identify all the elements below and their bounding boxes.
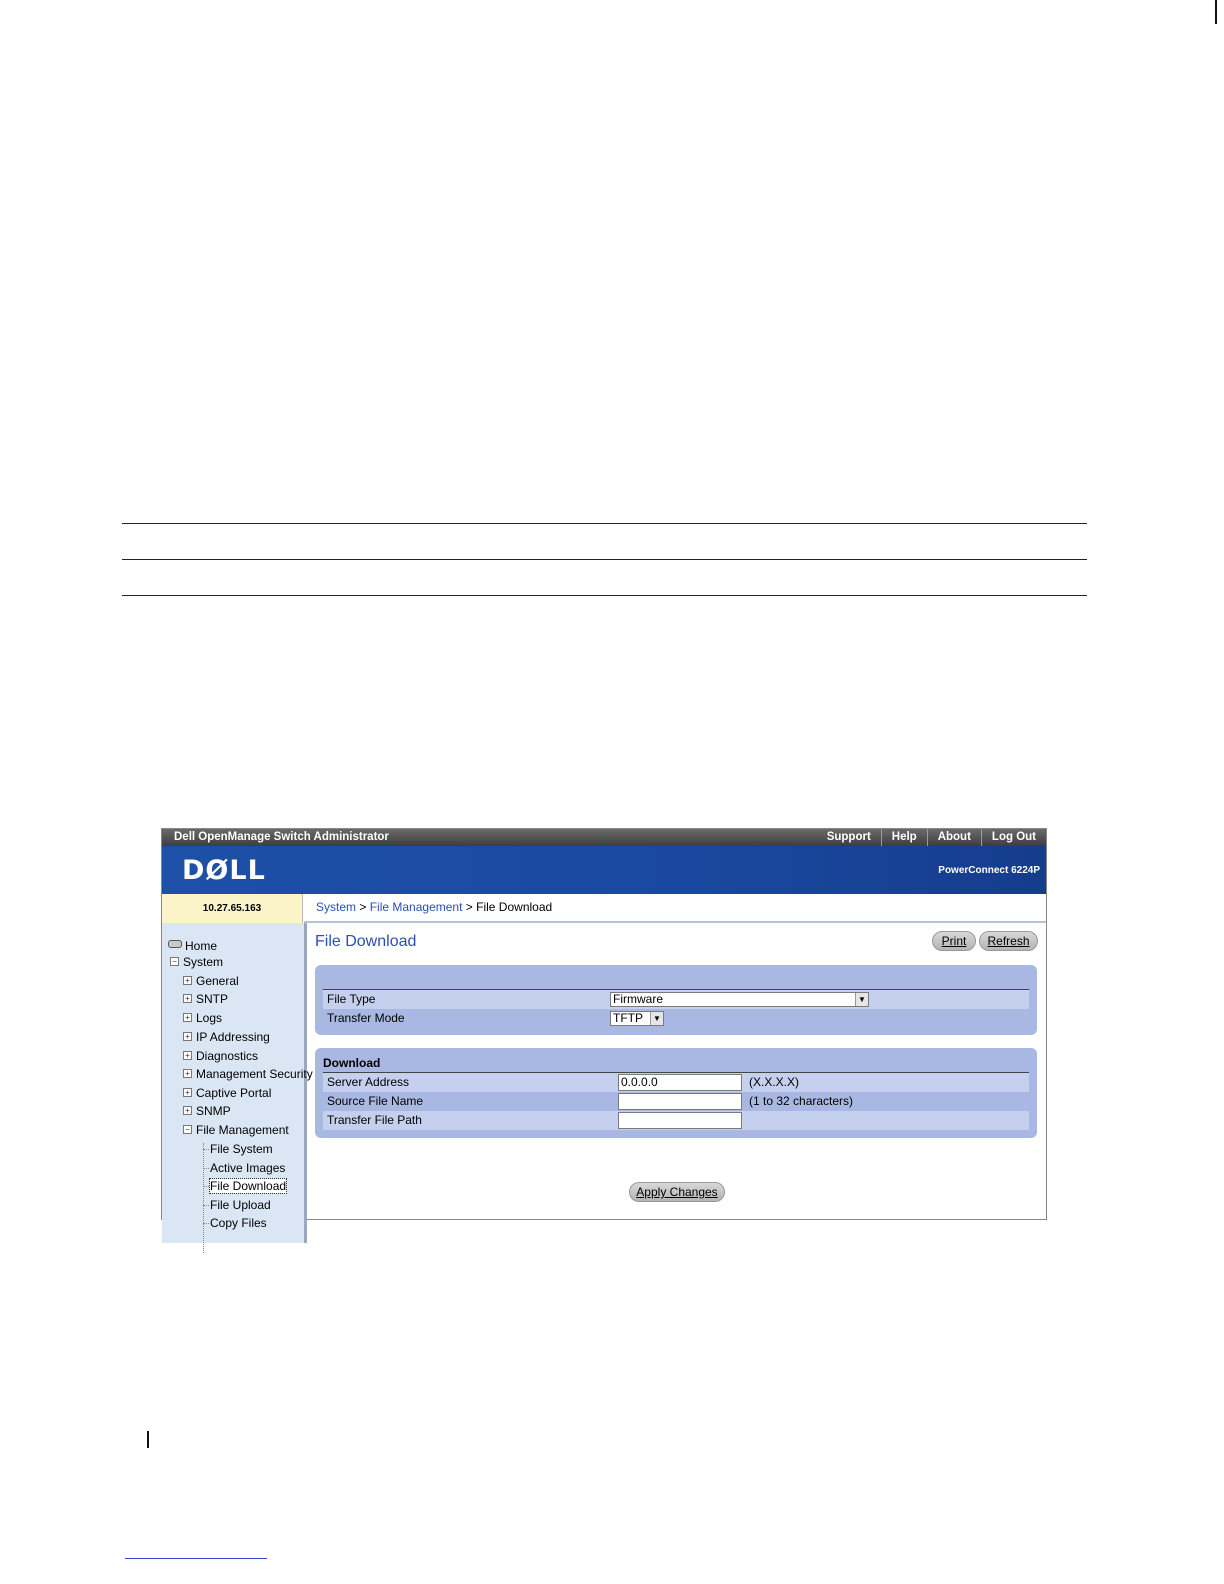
print-button[interactable]: Print (932, 931, 976, 951)
sidebar-item-general[interactable] (183, 974, 239, 988)
settings-panel (315, 965, 1037, 1035)
divider-line (122, 595, 1087, 596)
source-file-hint: (1 to 32 characters) (749, 1094, 854, 1108)
sidebar-item-label: SNTP (196, 992, 229, 1006)
file-type-label: File Type (327, 992, 376, 1006)
expand-icon[interactable]: + (183, 1013, 192, 1022)
footnote-line (125, 1558, 267, 1559)
sidebar-item-file-system[interactable]: File System (210, 1142, 273, 1156)
chevron-down-icon: ▼ (855, 993, 868, 1006)
server-address-input[interactable]: 0.0.0.0 (618, 1074, 742, 1091)
divider-line (122, 559, 1087, 560)
sidebar-item-file-download[interactable]: File Download (210, 1179, 287, 1193)
transfer-mode-value: TFTP (613, 1011, 643, 1025)
screenshot-window (161, 828, 1047, 1230)
sidebar-item-file-management[interactable] (183, 1123, 289, 1137)
logout-link[interactable]: Log Out (981, 829, 1046, 846)
breadcrumb-separator: > (359, 900, 367, 914)
file-type-value: Firmware (613, 992, 663, 1006)
sidebar-item-system[interactable] (170, 955, 223, 969)
divider-line (122, 523, 1087, 524)
sidebar-item-sntp[interactable] (183, 992, 228, 1006)
tree-connector (203, 1149, 209, 1151)
transfer-mode-select[interactable] (610, 1011, 664, 1026)
page-title: File Download (315, 933, 417, 950)
sidebar-item-copy-files[interactable]: Copy Files (210, 1216, 267, 1230)
breadcrumb-separator: > (465, 900, 473, 914)
sidebar-item-diagnostics[interactable] (183, 1049, 258, 1063)
expand-icon[interactable]: + (183, 1051, 192, 1060)
expand-icon[interactable]: + (183, 1032, 192, 1041)
sidebar-item-file-upload[interactable]: File Upload (210, 1198, 271, 1212)
apply-changes-button[interactable]: Apply Changes (629, 1182, 725, 1202)
download-heading: Download (323, 1056, 381, 1070)
top-links (817, 829, 1046, 846)
tree-connector (203, 1186, 209, 1188)
source-file-row (323, 1092, 1029, 1111)
source-file-label: Source File Name (327, 1094, 424, 1108)
breadcrumb (304, 894, 1046, 923)
home-icon (168, 940, 182, 948)
sidebar-item-label: File Management (196, 1123, 289, 1137)
transfer-mode-row (323, 1009, 1029, 1028)
sidebar-item-active-images[interactable]: Active Images (210, 1161, 286, 1175)
ip-address: 10.27.65.163 (162, 894, 303, 923)
sidebar-item-label: SNMP (196, 1104, 231, 1118)
support-link[interactable]: Support (826, 831, 871, 843)
sidebar-item-management-security[interactable] (183, 1067, 313, 1081)
main-content (307, 923, 1046, 1223)
sidebar-item-label: General (196, 974, 239, 988)
collapse-icon[interactable]: − (170, 957, 179, 966)
sidebar-item-captive-portal[interactable] (183, 1086, 271, 1100)
tree-connector (203, 1143, 205, 1253)
page-marker (147, 1431, 149, 1448)
server-address-row (323, 1073, 1029, 1092)
collapse-icon[interactable]: − (183, 1125, 192, 1134)
sidebar-item-label: Management Security (196, 1067, 313, 1081)
sidebar-item-label: Home (185, 939, 218, 953)
sidebar-item-label: System (183, 955, 224, 969)
expand-icon[interactable]: + (183, 994, 192, 1003)
expand-icon[interactable]: + (183, 1106, 192, 1115)
transfer-mode-label: Transfer Mode (327, 1011, 405, 1025)
tree-connector (203, 1223, 209, 1225)
sidebar-item-label: IP Addressing (196, 1030, 270, 1044)
expand-icon[interactable]: + (183, 976, 192, 985)
sidebar-item-home[interactable] (168, 939, 217, 953)
sidebar-item-ip-addressing[interactable] (183, 1030, 270, 1044)
tree-connector (203, 1205, 209, 1207)
download-panel (315, 1048, 1037, 1138)
app-title: Dell OpenManage Switch Administrator (174, 831, 389, 843)
expand-icon[interactable]: + (183, 1069, 192, 1078)
breadcrumb-system[interactable]: System (316, 900, 357, 914)
sidebar-item-label: Logs (196, 1011, 223, 1025)
expand-icon[interactable]: + (183, 1088, 192, 1097)
chevron-down-icon: ▼ (650, 1012, 663, 1025)
top-bar (162, 829, 1046, 846)
dell-logo: DØLL (182, 855, 266, 886)
refresh-button[interactable]: Refresh (979, 931, 1038, 951)
product-name: PowerConnect 6224P (938, 865, 1040, 876)
page-edge-mark (1215, 0, 1217, 24)
transfer-path-input[interactable] (618, 1112, 742, 1129)
sidebar-nav (162, 923, 313, 1243)
sidebar-item-snmp[interactable] (183, 1104, 231, 1118)
file-type-select[interactable] (610, 992, 869, 1007)
transfer-path-label: Transfer File Path (327, 1113, 422, 1127)
sidebar-item-label: Captive Portal (196, 1086, 272, 1100)
header-banner (162, 846, 1046, 894)
tree-connector (203, 1168, 209, 1170)
breadcrumb-file-management[interactable]: File Management (369, 900, 463, 914)
help-link[interactable]: Help (881, 829, 927, 846)
file-type-row (323, 990, 1029, 1009)
sidebar-item-logs[interactable] (183, 1011, 222, 1025)
sidebar-item-label: Diagnostics (196, 1049, 259, 1063)
server-address-label: Server Address (327, 1075, 410, 1089)
source-file-input[interactable] (618, 1093, 742, 1110)
transfer-path-row (323, 1111, 1029, 1130)
server-address-hint: (X.X.X.X) (749, 1075, 800, 1089)
about-link[interactable]: About (927, 829, 981, 846)
breadcrumb-current: File Download (476, 900, 553, 914)
